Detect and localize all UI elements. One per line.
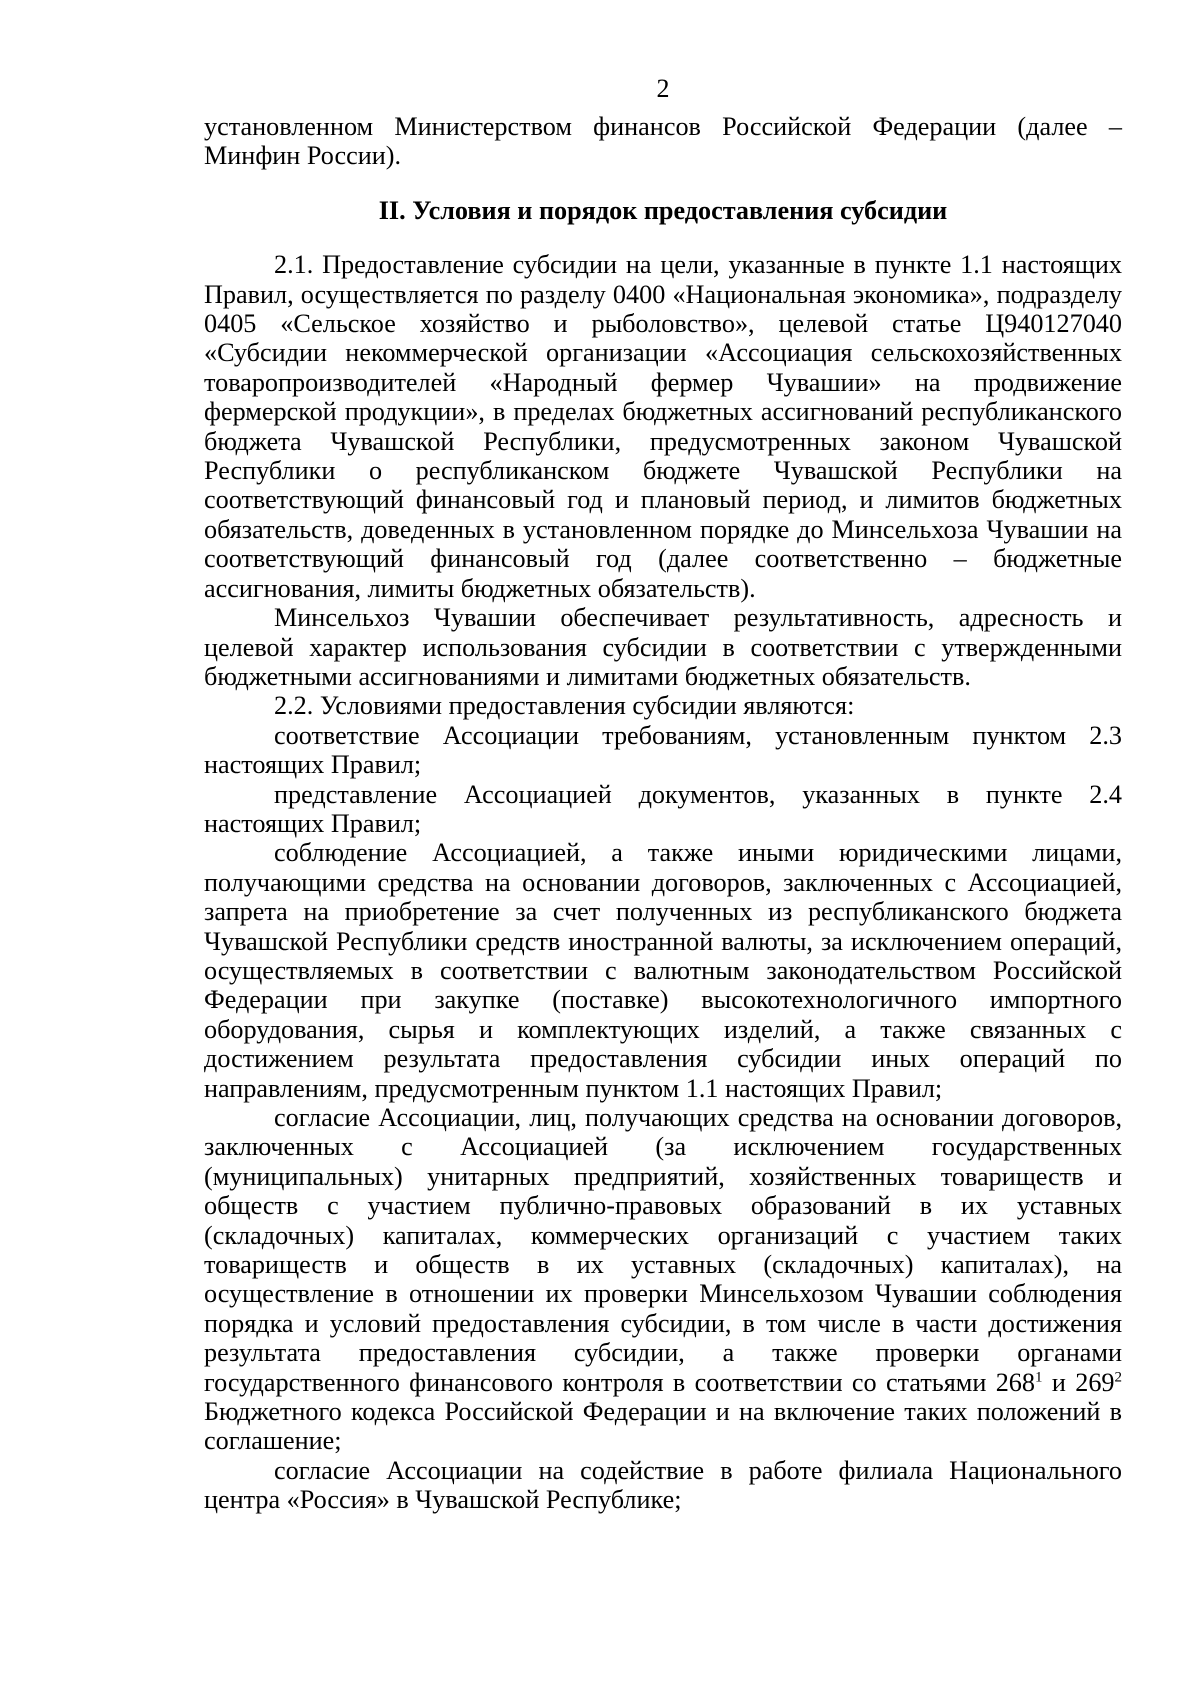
consent-text-part-2: и 269 [1042, 1367, 1115, 1397]
consent-text-part-3: Бюджетного кодекса Российской Федерации и на включение таких положений в соглашение; [204, 1397, 1122, 1456]
consent-text-part-1: согласие Ассоциации, лиц, получающих средства на основании договоров, заключенных с Ассоциацией (за исключением государственных (муниципальных) унитарных предприятий, хозяйственных товариществ и обществ с участием публично-правовых образований в их уставных (складочных) капиталах, коммерческих организаций с участием таких товариществ и обществ в их уставных (складочных) капиталах), на осуществление в отношении их проверки Минсельхозом Чувашии соблюдения порядка и условий предоставления субсидии, в том числе в части достижения результата предоставления субсидии, а также проверки органами государственного финансового контроля в соответствии со статьями 268 [204, 1103, 1122, 1397]
page-number: 2 [656, 74, 670, 103]
superscript-1: 1 [1035, 1368, 1043, 1385]
paragraph-2-2: 2.2. Условиями предоставления субсидии являются: [274, 691, 855, 721]
superscript-2: 2 [1114, 1368, 1123, 1385]
paragraph-2-1: 2.1. Предоставление субсидии на цели, указанные в пункте 1.1 настоящих Правил, осуществляется по разделу 0400 «Национальная экономика», подразделу 0405 «Сельское хозяйство и рыболовство», целевой статье Ц940127040 «Субсидии некоммерческой организации «Ассоциация сельскохозяйственных товаропроизводителей «Народный фермер Чувашии» на продвижение фермерской продукции», в пределах бюджетных ассигнований республиканского бюджета Чувашской Республики, предусмотренных законом Чувашской Республики о республиканском бюджете Чувашской Республики на соответствующий финансовый год и плановый период, и лимитов бюджетных обязательств, доведенных в установленном порядке до Минсельхоза Чувашии на соответствующий финансовый год (далее соответственно – бюджетные ассигнования, лимиты бюджетных обязательств). [204, 250, 1122, 603]
condition-consent-inspection [204, 1103, 1122, 1456]
condition-consent-russia-center: согласие Ассоциации на содействие в работе филиала Национального центра «Россия» в Чувашской Республике; [204, 1455, 1122, 1515]
condition-documents: представление Ассоциацией документов, указанных в пункте 2.4 настоящих Правил; [204, 779, 1122, 838]
section-heading: II. Условия и порядок предоставления субсидии [378, 195, 948, 225]
condition-compliance: соответствие Ассоциации требованиям, установленным пунктом 2.3 настоящих Правил; [204, 720, 1122, 780]
condition-currency-ban: соблюдение Ассоциацией, а также иными юридическими лицами, получающими средства на основании договоров, заключенных с Ассоциацией, запрета на приобретение за счет полученных из республиканского бюджета Чувашской Республики средств иностранной валюты, за исключением операций, осуществляемых в соответствии с валютным законодательством Российской Федерации при закупке (поставке) высокотехнологичного импортного оборудования, сырья и комплектующих изделий, а также связанных с достижением результата предоставления субсидии иных операций по направлениям, предусмотренным пунктом 1.1 настоящих Правил; [204, 838, 1122, 1103]
intro-paragraph: установленном Министерством финансов Российской Федерации (далее – Минфин России). [204, 112, 1122, 171]
paragraph-effectiveness: Минсельхоз Чувашии обеспечивает результативность, адресность и целевой характер использования субсидии в соответствии с утвержденными бюджетными ассигнованиями и лимитами бюджетных обязательств. [204, 603, 1122, 691]
document-body [204, 112, 1122, 1515]
